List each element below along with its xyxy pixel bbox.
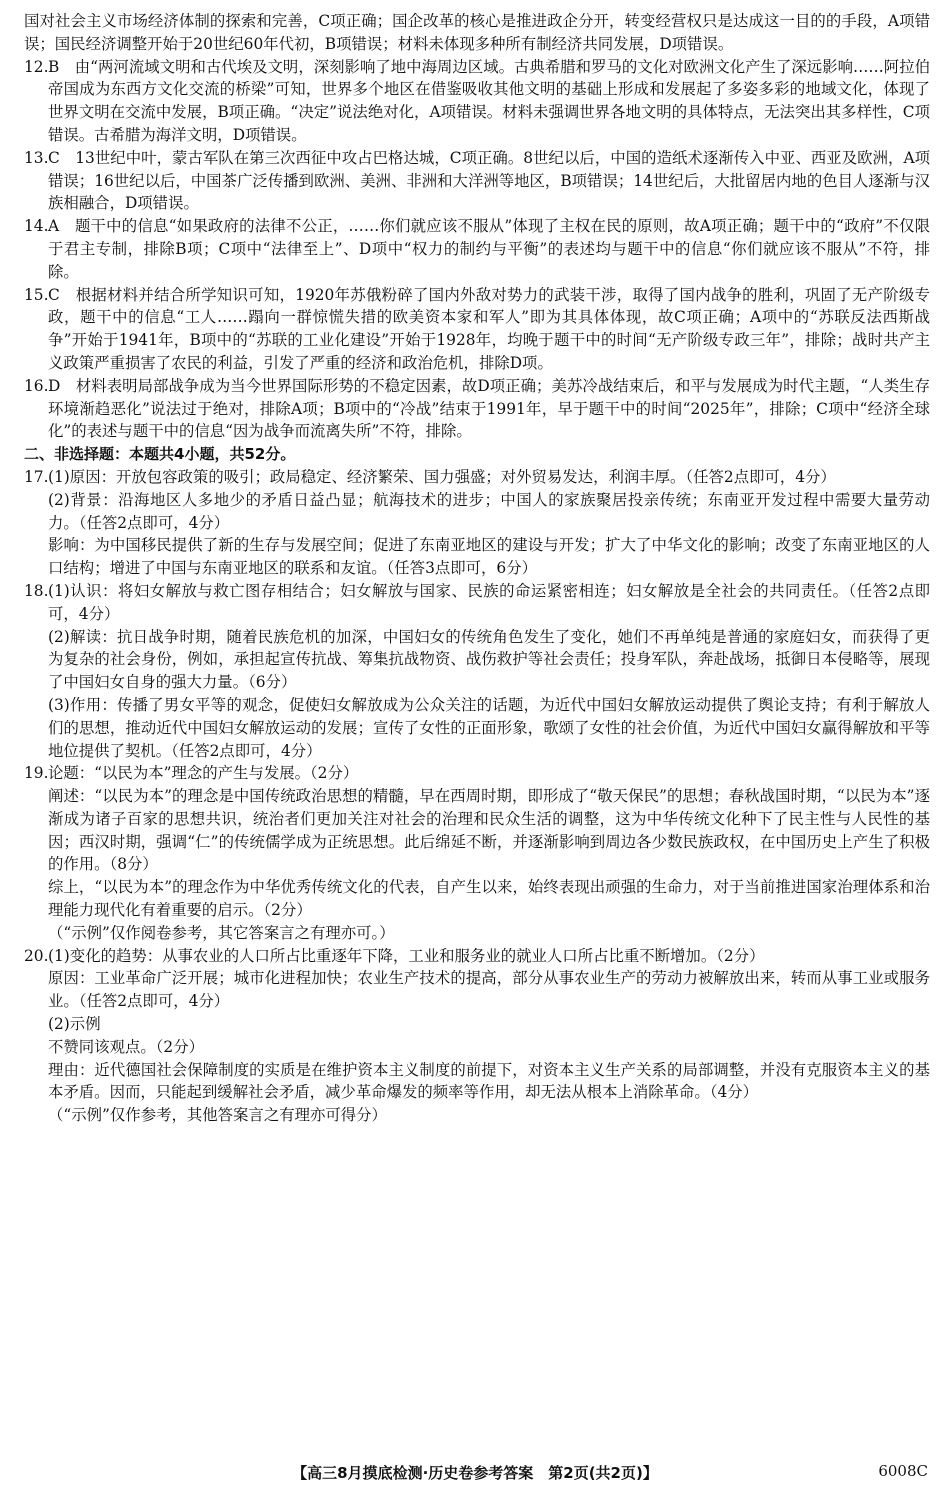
item-line: 阐述：“以民为本”的理念是中国传统政治思想的精髓，早在西周时期，即形成了“敬天保民”的思想；春秋战国时期，“以民为本”逐渐成为诸子百家的思想共识，统治者们更加关注对社会的治理和民众生活的调整，这为中华传统文化种下了民主性与人民性的基因；西汉时期，强调“仁”的传统儒学成为正统思想。此后绵延不断，并逐渐影响到周边各少数民族政权，在中国历史上产生了积极的作用。（8分） xyxy=(48,787,930,874)
item-line: 不赞同该观点。（2分） xyxy=(48,1037,204,1056)
item-line: 原因：工业革命广泛开展；城市化进程加快；农业生产技术的提高，部分从事农业生产的劳动力被解放出来，转而从事工业或服务业。（任答2点即可，4分） xyxy=(48,969,930,1011)
intro-paragraph: 国对社会主义市场经济体制的探索和完善，C项正确；国企改革的核心是推进政企分开，转变经营权只是达成这一目的的手段，A项错误；国民经济调整开始于20世纪60年代初，B项错误；材料未体现多种所有制经济共同发展，D项错误。 xyxy=(24,12,930,53)
item-text: B 由“两河流域文明和古代埃及文明，深刻影响了地中海周边区域。古典希腊和罗马的文化对欧洲文化产生了深远影响……阿拉伯帝国成为东西方文化交流的桥梁”可知，世界多个地区在借鉴吸收其他文明的基础上形成和发展起了多姿多彩的地域文化，体现了世界文明在交流中发展，B项正确。“决定”说法绝对化，A项错误。材料未强调世界各地文明的具体特点，无法突出其多样性，C项错误。古希腊为海洋文明，D项错误。 xyxy=(48,57,930,144)
page-footer xyxy=(0,1462,950,1486)
footer-title: 【高三8月摸底检测·历史卷参考答案 第2页(共2页)】 xyxy=(292,1464,658,1482)
footer-code: 6008C xyxy=(878,1462,928,1480)
answer-item-12 xyxy=(24,56,930,147)
section-title: 二、非选择题：本题共4小题，共52分。 xyxy=(24,445,296,464)
answer-item-14 xyxy=(24,215,930,283)
item-number: 14. xyxy=(24,217,49,236)
item-line: 综上，“以民为本”的理念作为中华优秀传统文化的代表，自产生以来，始终表现出顽强的生命力，对于当前推进国家治理体系和治理能力现代化有着重要的启示。（2分） xyxy=(48,878,930,920)
item-line: (1)变化的趋势：从事农业的人口所占比重逐年下降，工业和服务业的就业人口所占比重不断增加。（2分） xyxy=(48,946,765,965)
item-line: （“示例”仅作阅卷参考，其它答案言之有理亦可。） xyxy=(48,923,395,942)
item-line: 论题：“以民为本”理念的产生与发展。（2分） xyxy=(48,764,359,783)
answer-item-17 xyxy=(24,466,930,580)
answer-page xyxy=(24,10,930,1127)
item-line: (1)认识：将妇女解放与救亡图存相结合；妇女解放与国家、民族的命运紧密相连；妇女解放是全社会的共同责任。（任答2点即可，4分） xyxy=(48,581,930,623)
item-line: (2)背景：沿海地区人多地少的矛盾日益凸显；航海技术的进步；中国人的家族聚居投亲传统；东南亚开发过程中需要大量劳动力。（任答2点即可，4分） xyxy=(48,490,930,532)
item-line: （“示例”仅作参考，其他答案言之有理亦可得分） xyxy=(48,1106,387,1125)
item-number: 18. xyxy=(24,581,49,600)
item-line: 影响：为中国移民提供了新的生存与发展空间；促进了东南亚地区的建设与开发；扩大了中华文化的影响；改变了东南亚地区的人口结构；增进了中国与东南亚地区的联系和友谊。（任答3点即可，6分） xyxy=(48,536,930,578)
item-text: C 根据材料并结合所学知识可知，1920年苏俄粉碎了国内外敌对势力的武装干涉，取得了国内战争的胜利，巩固了无产阶级专政，题干中的信息“工人……蹋向一群惊慌失措的欧美资本家和军人”即为其具体体现，故C项正确；A项中的“苏联反法西斯战争”开始于1941年，B项中的“苏联的工业化建设”开始于1928年，均晚于题干中的时间“无产阶级专政三年”，排除；战时共产主义政策严重损害了农民的利益，引发了严重的经济和政治危机，排除D项。 xyxy=(48,285,930,372)
item-text: C 13世纪中叶，蒙古军队在第三次西征中攻占巴格达城，C项正确。8世纪以后，中国的造纸术逐渐传入中亚、西亚及欧洲，A项错误；16世纪以后，中国茶广泛传播到欧洲、美洲、非洲和大洋洲等地区，B项错误；14世纪后，大批留居内地的色目人逐渐与汉族相融合，D项错误。 xyxy=(48,148,930,213)
item-number: 13. xyxy=(24,148,49,167)
item-number: 19. xyxy=(24,764,49,783)
item-line: (2)示例 xyxy=(48,1015,101,1034)
answer-item-13 xyxy=(24,147,930,215)
answer-item-19 xyxy=(24,762,930,944)
item-number: 17. xyxy=(24,467,49,486)
item-number: 16. xyxy=(24,376,49,395)
item-line: (3)作用：传播了男女平等的观念，促使妇女解放成为公众关注的话题，为近代中国妇女解放运动提供了舆论支持；有利于解放人们的思想，推动近代中国妇女解放运动的发展；宣传了女性的正面形象，歌颂了女性的社会价值，为近代中国妇女赢得解放和平等地位提供了契机。（任答2点即可，4分） xyxy=(48,695,930,760)
answer-item-20 xyxy=(24,945,930,1127)
item-line: (2)解读：抗日战争时期，随着民族危机的加深，中国妇女的传统角色发生了变化，她们不再单纯是普通的家庭妇女，而获得了更为复杂的社会身份，例如，承担起宣传抗战、筹集抗战物资、战伤救护等社会责任；投身军队，奔赴战场，抵御日本侵略等，展现了中国妇女自身的强大力量。（6分） xyxy=(48,627,930,692)
answer-item-15 xyxy=(24,284,930,375)
item-line: 理由：近代德国社会保障制度的实质是在维护资本主义制度的前提下，对资本主义生产关系的局部调整，并没有克服资本主义的基本矛盾。因而，只能起到缓解社会矛盾，减少革命爆发的频率等作用，却无法从根本上消除革命。（4分） xyxy=(48,1060,930,1102)
item-number: 12. xyxy=(24,57,49,76)
item-text: A 题干中的信息“如果政府的法律不公正，……你们就应该不服从”体现了主权在民的原则，故A项正确；题干中的“政府”不仅限于君主专制，排除B项；C项中“法律至上”、D项中“权力的制约与平衡”的表述均与题干中的信息“你们就应该不服从”不符，排除。 xyxy=(48,217,930,281)
item-text: D 材料表明局部战争成为当今世界国际形势的不稳定因素，故D项正确；美苏冷战结束后，和平与发展成为时代主题，“人类生存环境渐趋恶化”说法过于绝对，排除A项；B项中的“冷战”结束于1991年，早于题干中的时间“2025年”，排除；C项中“经济全球化”的表述与题干中的信息“因为战争而流离失所”不符，排除。 xyxy=(48,376,930,441)
answer-item-18 xyxy=(24,580,930,762)
item-number: 20. xyxy=(24,946,49,965)
answer-item-16 xyxy=(24,375,930,443)
item-number: 15. xyxy=(24,285,49,304)
item-line: (1)原因：开放包容政策的吸引；政局稳定、经济繁荣、国力强盛；对外贸易发达，利润丰厚。（任答2点即可，4分） xyxy=(48,467,836,486)
